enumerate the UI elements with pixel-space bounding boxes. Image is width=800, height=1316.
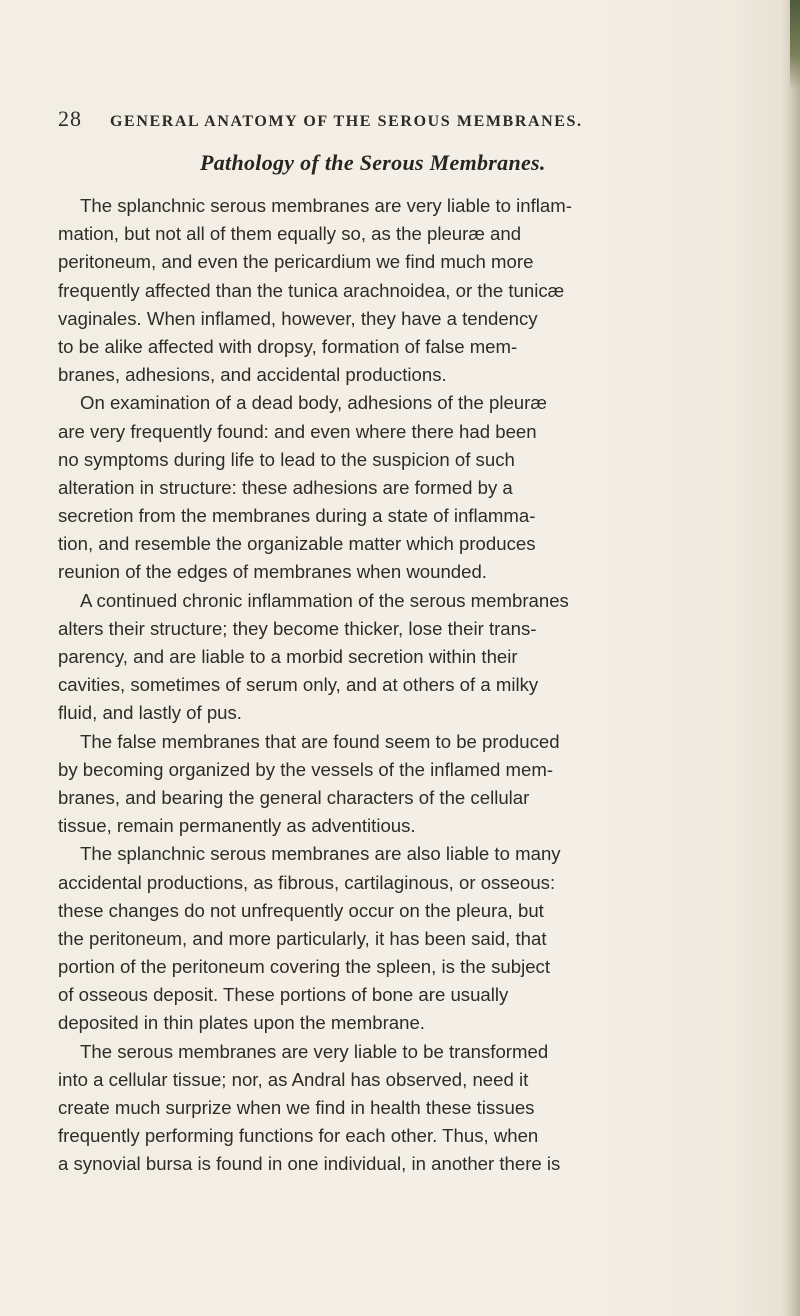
section-title: Pathology of the Serous Membranes. [200, 150, 546, 175]
text-line: create much surprize when we find in health these tissues [58, 1097, 535, 1118]
text-line: A continued chronic inflammation of the serous membranes [80, 589, 569, 611]
page-number: 28 [58, 106, 82, 131]
body-text [58, 192, 762, 1179]
text-line: to be alike affected with dropsy, formation of false mem- [58, 335, 518, 357]
text-line: The splanchnic serous membranes are very liable to inflam- [80, 195, 572, 216]
text-line: On examination of a dead body, adhesions of the pleuræ [80, 392, 547, 414]
page-edge-stain [790, 0, 800, 90]
text-line: vaginales. When inflamed, however, they have a tendency [58, 307, 538, 329]
text-line: the peritoneum, and more particularly, it has been said, that [58, 927, 547, 949]
text-line: The false membranes that are found seem to be produced [80, 730, 560, 752]
text-line: The splanchnic serous membranes are also liable to many [80, 843, 561, 865]
text-line: reunion of the edges of membranes when wounded. [58, 561, 487, 583]
text-line: a synovial bursa is found in one individual, in another there is [58, 1153, 561, 1175]
text-line: cavities, sometimes of serum only, and at others of a milky [58, 674, 539, 696]
text-line: these changes do not unfrequently occur on the pleura, but [58, 899, 544, 921]
text-line: into a cellular tissue; nor, as Andral has observed, need it [58, 1068, 529, 1090]
text-line: alteration in structure: these adhesions are formed by a [58, 476, 513, 498]
text-line: branes, and bearing the general characters of the cellular [58, 786, 530, 808]
text-line: frequently affected than the tunica arachnoidea, or the tunicæ [58, 279, 565, 301]
text-line: secretion from the membranes during a state of inflamma- [58, 505, 536, 527]
text-line: fluid, and lastly of pus. [58, 702, 242, 724]
text-line: mation, but not all of them equally so, as the pleuræ and [58, 223, 522, 245]
text-line: of osseous deposit. These portions of bone are usually [58, 984, 509, 1006]
text-line: by becoming organized by the vessels of the inflamed mem- [58, 758, 554, 780]
text-line: frequently performing functions for each other. Thus, when [58, 1125, 539, 1147]
text-line: tion, and resemble the organizable matter which produces [58, 533, 536, 555]
text-line: The serous membranes are very liable to be transformed [80, 1040, 549, 1062]
text-line: branes, adhesions, and accidental productions. [58, 364, 447, 386]
text-line: accidental productions, as fibrous, cartilaginous, or osseous: [58, 871, 556, 893]
text-line: tissue, remain permanently as adventitious. [58, 815, 416, 837]
text-line: are very frequently found: and even where there had been [58, 420, 537, 442]
text-line: deposited in thin plates upon the membrane. [58, 1012, 425, 1034]
text-line: alters their structure; they become thicker, lose their trans- [58, 617, 537, 639]
page-edge-shadow [782, 0, 800, 1316]
text-line: no symptoms during life to lead to the suspicion of such [58, 448, 515, 470]
page-header [58, 106, 698, 132]
text-line: peritoneum, and even the pericardium we find much more [58, 251, 534, 273]
text-line: parency, and are liable to a morbid secretion within their [58, 646, 518, 667]
running-head: GENERAL ANATOMY OF THE SEROUS MEMBRANES. [110, 113, 583, 130]
text-line: portion of the peritoneum covering the spleen, is the subject [58, 956, 550, 978]
